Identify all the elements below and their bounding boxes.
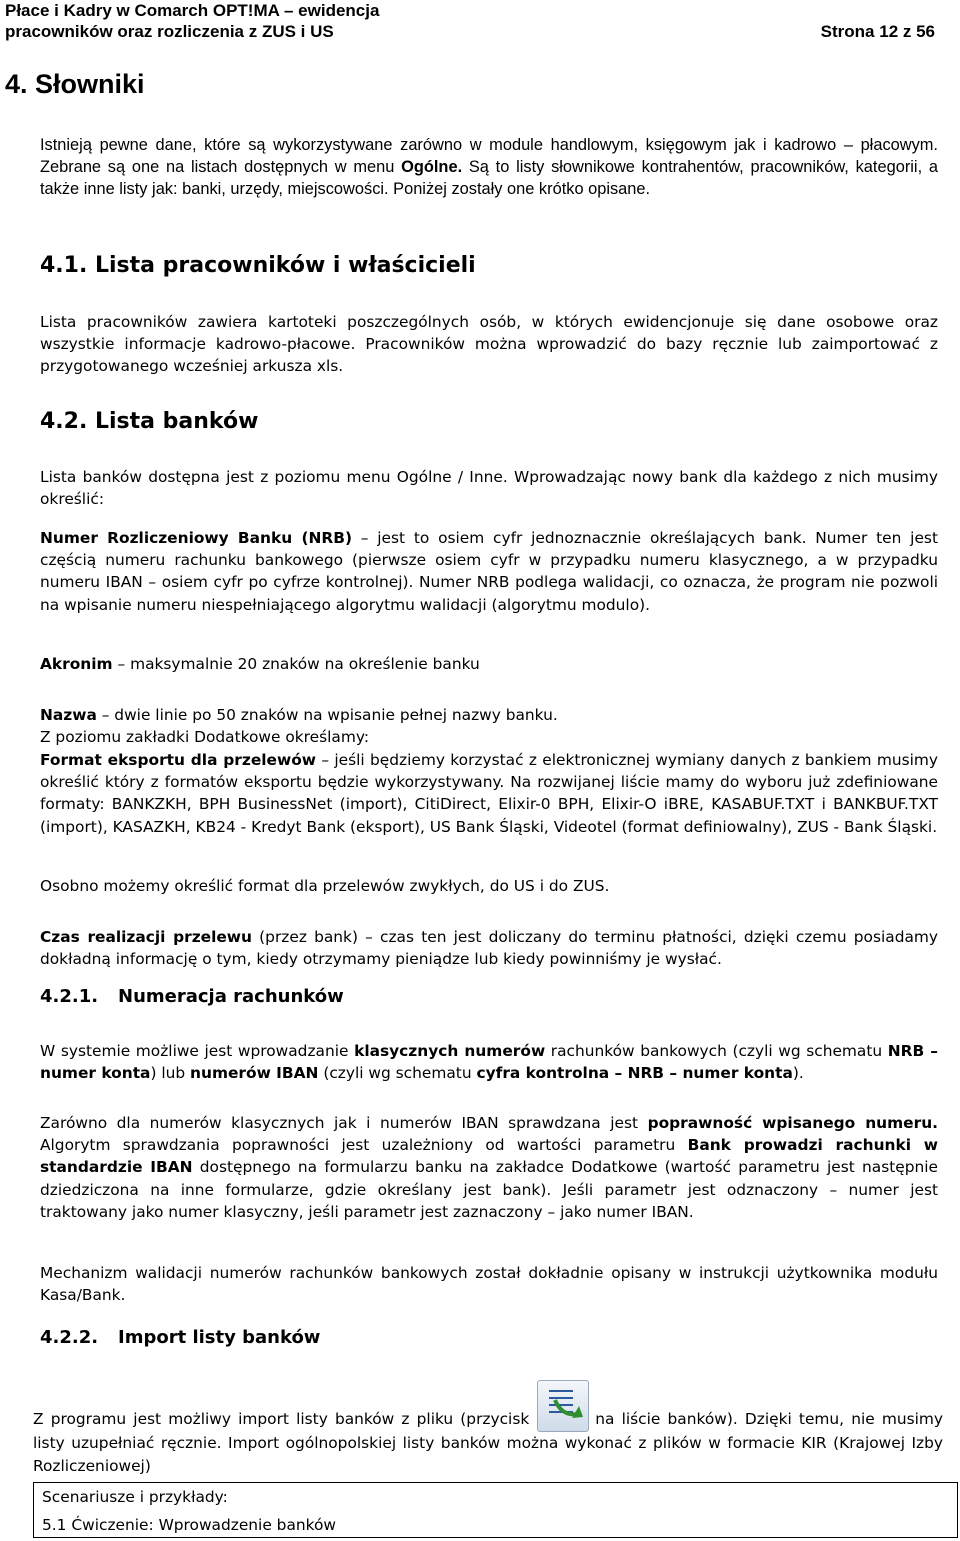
validation-text-2: Algorytm sprawdzania poprawności jest uzależniony od wartości parametru bbox=[40, 1136, 688, 1155]
import-paragraph bbox=[33, 1378, 943, 1477]
dodatkowe-line: Z poziomu zakładki Dodatkowe określamy: bbox=[40, 728, 370, 746]
section-heading-4-2: 4.2. Lista banków bbox=[40, 409, 259, 434]
numbering-bold-2: NRB – numer konta bbox=[40, 1042, 938, 1083]
nazwa-description: – dwie linie po 50 znaków na wpisanie pełnej nazwy banku. bbox=[96, 706, 558, 724]
numbering-bold-3: numerów IBAN bbox=[190, 1064, 319, 1083]
numbering-text-3: ) lub bbox=[150, 1064, 191, 1083]
format-paragraph bbox=[40, 749, 938, 838]
page-number: Strona 12 z 56 bbox=[820, 22, 935, 41]
czas-paragraph bbox=[40, 926, 938, 970]
section-heading-4-2-2 bbox=[40, 1326, 320, 1350]
numbering-bold-4: cyfra kontrolna – NRB – numer konta bbox=[476, 1064, 793, 1083]
akronim-description: – maksymalnie 20 znaków na określenie banku bbox=[112, 655, 480, 673]
nrb-term: Numer Rozliczeniowy Banku (NRB) bbox=[40, 529, 352, 547]
import-text-1: Z programu jest możliwy import listy banków z pliku (przycisk bbox=[33, 1410, 530, 1428]
intro-text-1: Istnieją pewne dane, które są wykorzystywane zarówno w module handlowym, księgowym jak i kadrowo – płacowym. Zebrane są one na listach dostępnych w menu bbox=[40, 136, 938, 177]
section-4-2-2-title: Import listy banków bbox=[118, 1327, 321, 1348]
czas-term: Czas realizacji przelewu bbox=[40, 928, 252, 946]
scenario-link-5-1[interactable]: 5.1 Ćwiczenie: Wprowadzenie banków bbox=[42, 1516, 337, 1534]
import-text-2: na liście banków). Dzięki temu, nie musimy listy uzupełniać ręcznie. Import ogólnopolskiej listy banków można wykonać z plików w formacie KIR (Krajowej Izby Rozliczeniowej) bbox=[33, 1410, 943, 1475]
validation-text-1: Zarówno dla numerów klasycznych jak i numerów IBAN sprawdzana jest bbox=[40, 1114, 648, 1132]
numbering-text-1: W systemie możliwe jest wprowadzanie bbox=[40, 1042, 355, 1060]
akronim-term: Akronim bbox=[40, 655, 113, 673]
banks-intro-paragraph: Lista banków dostępna jest z poziomu menu Ogólne / Inne. Wprowadzając nowy bank dla każdego z nich musimy określić: bbox=[40, 468, 938, 509]
scenarios-box bbox=[33, 1482, 958, 1538]
section-4-1-paragraph: Lista pracowników zawiera kartoteki poszczególnych osób, w których ewidencjonuje się dane osobowe oraz wszystkie informacje kadrowo-płacowe. Pracowników można wprowadzić do bazy ręcznie lub zaimportować z przygotowanego wcześniej arkusza xls. bbox=[40, 313, 938, 376]
intro-paragraph bbox=[40, 134, 938, 201]
numbering-paragraph-2 bbox=[40, 1112, 938, 1223]
header-title-line2: pracowników oraz rozliczenia z ZUS i US bbox=[5, 22, 334, 41]
intro-menu-ogolne: Ogólne. bbox=[401, 158, 463, 177]
numbering-text-2: rachunków bankowych (czyli wg schematu bbox=[545, 1042, 888, 1060]
nazwa-paragraph bbox=[40, 704, 938, 726]
section-heading-4-1: 4.1. Lista pracowników i właścicieli bbox=[40, 253, 476, 278]
scenarios-title: Scenariusze i przykłady: bbox=[42, 1488, 228, 1506]
numbering-text-4: (czyli wg schematu bbox=[318, 1064, 477, 1083]
format-description: – jeśli będziemy korzystać z elektronicznej wymiany danych z bankiem musimy określić który z formatów eksportu będzie wykorzystywany. Na rozwijanej liście mamy do wyboru już zdefiniowane formaty: BANKZKH, BPH BusinessNet (import), CitiDirect, Elixir-0 BPH, Elixir-O iBRE, KASABUF.TXT i BANKBUF.TXT (import), KASAZKH, KB24 - Kredyt Bank (eksport), US Bank Śląski, Videotel (format definiowalny), ZUS - Bank Śląski. bbox=[40, 751, 938, 836]
section-4-2-2-number: 4.2.2. bbox=[40, 1327, 99, 1348]
validation-text-3: dostępnego na formularzu banku na zakładce Dodatkowe (wartość parametru jest następnie dziedziczona na inne formularze, gdzie określany jest bank). Jeśli parametr jest odznaczony – numer jest traktowany jako numer klasyczny, jeśli parametr jest zaznaczony – jako numer IBAN. bbox=[40, 1158, 938, 1221]
section-4-2-1-number: 4.2.1. bbox=[40, 986, 99, 1007]
numbering-paragraph-3: Mechanizm walidacji numerów rachunków bankowych został dokładnie opisany w instrukcji użytkownika modułu Kasa/Bank. bbox=[40, 1264, 938, 1305]
nrb-paragraph bbox=[40, 527, 938, 616]
chapter-heading: 4. Słowniki bbox=[5, 69, 145, 99]
validation-bold-1: poprawność wpisanego numeru. bbox=[647, 1114, 938, 1132]
validation-bold-2: Bank prowadzi rachunki w standardzie IBAN bbox=[40, 1136, 938, 1177]
section-heading-4-2-1 bbox=[40, 985, 344, 1009]
nrb-description: – jest to osiem cyfr jednoznacznie określających bank. Numer ten jest częścią numeru rachunku bankowego (pierwsze osiem cyfr w przypadku numeru klasycznego, a w przypadku numeru IBAN – osiem cyfr po cyfrze kontrolnej). Numer NRB podlega walidacji, co oznacza, że program nie pozwoli na wpisanie numeru niespełniającego algorytmu walidacji (algorytmu modulo). bbox=[40, 529, 938, 614]
section-4-2-1-title: Numeracja rachunków bbox=[118, 986, 344, 1007]
intro-text-2: Są to listy słownikowe kontrahentów, pracowników, kategorii, a także inne listy jak: banki, urzędy, miejscowości. Poniżej zostały one krótko opisane. bbox=[40, 158, 938, 199]
akronim-paragraph bbox=[40, 653, 938, 675]
czas-description: (przez bank) – czas ten jest doliczany do terminu płatności, dzięki czemu posiadamy dokładną informację o tym, kiedy otrzymamy pieniądze lub kiedy powinniśmy je wysłać. bbox=[40, 928, 939, 969]
header-title-line1: Płace i Kadry w Comarch OPT!MA – ewidencja bbox=[5, 1, 380, 20]
import-list-icon bbox=[535, 1378, 589, 1432]
format-term: Format eksportu dla przelewów bbox=[40, 751, 316, 769]
numbering-paragraph-1 bbox=[40, 1040, 938, 1084]
numbering-text-5: ). bbox=[792, 1064, 804, 1083]
nazwa-term: Nazwa bbox=[40, 706, 97, 724]
import-list-button[interactable] bbox=[535, 1378, 589, 1432]
osobno-paragraph: Osobno możemy określić format dla przelewów zwykłych, do US i do ZUS. bbox=[40, 877, 610, 895]
numbering-bold-1: klasycznych numerów bbox=[354, 1042, 546, 1060]
